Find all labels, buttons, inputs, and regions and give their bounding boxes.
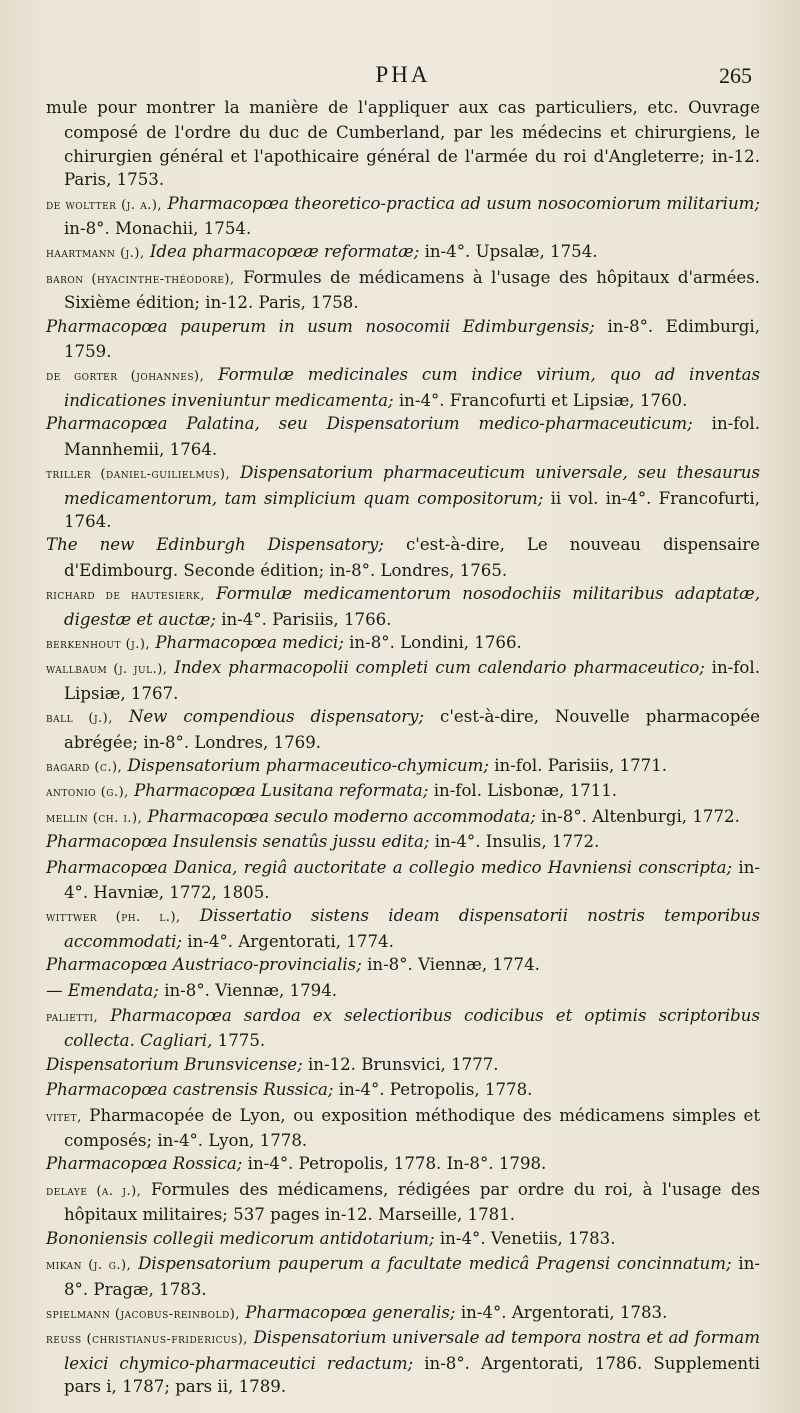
entry-author: haartmann (j.), [46,246,145,262]
entry-title: Pharmacopœa theoretico-practica ad usum nosocomiorum militarium; [167,193,760,213]
running-head: PHA [375,62,431,87]
bibliography-entry [46,631,760,656]
entry-rest: in-8°. Monachii, 1754. [64,219,252,239]
entry-title: Idea pharmacopœæ reformatæ; [149,242,420,262]
entry-rest: c'est-à-dire, Le nouveau dispensaire d'Edimbourg. Seconde édition; in-8°. Londres, 1765. [64,535,760,580]
entry-title: The new Edinburgh Dispensatory; [46,535,384,555]
bibliography-entry [46,1301,760,1326]
entry-rest: in-8°. Pragæ, 1783. [64,1254,760,1299]
bibliography-entry [46,856,760,905]
entry-title: Pharmacopœa Danica, regiâ auctoritate a collegio medico Havniensi conscripta; [46,857,733,877]
entry-rest: ii vol. in-4°. Francofurti, 1764. [64,488,760,531]
entry-title: Pharmacopœa pauperum in usum nosocomii Edimburgensis; [46,316,595,336]
bibliography-entry [46,1053,760,1078]
entry-rest: in-4°. Venetiis, 1783. [439,1228,616,1248]
bibliography-entry [46,805,760,830]
entry-title: Formulæ medicamentorum nosodochiis militaribus adaptatæ, digestæ et auctæ; [64,584,760,629]
entry-title: Pharmacopœa generalis; [245,1302,456,1322]
bibliography-entry [46,1252,760,1301]
entry-rest: in-8°. Londini, 1766. [349,632,522,652]
bibliography-entry [46,412,760,461]
entry-rest: in-4°. Upsalæ, 1754. [424,242,598,262]
entry-title: Dispensatorium pharmaceutico-chymicum; [127,755,489,775]
bibliography-entry [46,315,760,364]
page-header [46,62,760,96]
entry-author: mellin (ch. i.), [46,810,143,826]
entry-rest: Pharmacopée de Lyon, ou exposition méthodique des médicamens simples et composés; in-4°. Lyon, 1778. [64,1105,760,1151]
entry-author: palietti, [46,1010,99,1026]
entry-title: Pharmacopœa Palatina, seu Dispensatorium medico-pharmaceuticum; [46,414,693,434]
bibliography-entry [46,582,760,631]
entry-author: bagard (c.), [46,759,123,775]
entry-author: delaye (a. j.), [46,1183,142,1199]
entry-rest: in-4°. Havniæ, 1772, 1805. [64,857,760,902]
entry-rest: in-4°. Francofurti et Lipsiæ, 1760. [398,390,688,410]
entry-rest: in-fol. Mannhemii, 1764. [64,414,760,459]
entry-rest: in-fol. Parisiis, 1771. [494,755,668,775]
bibliography-entry [46,656,760,705]
bibliography-entry [46,363,760,412]
entry-rest: Formules des médicamens, rédigées par ordre du roi, à l'usage des hôpitaux militaires; 537 pages in-12. Marseille, 1781. [64,1179,761,1225]
entry-author: vitet, [46,1109,82,1125]
entry-author: mikan (j. g.), [46,1258,132,1274]
page-number: 265 [719,63,752,88]
bibliography-entry [46,754,760,779]
entry-author: berkenhout (j.), [46,636,151,652]
entry-title: — Emendata; [46,980,159,1000]
bibliography-list [46,96,760,1399]
bibliography-entry [46,779,760,804]
entry-author: richard de hautesierk, [46,588,205,604]
entry-author: wittwer (ph. l.), [46,910,181,926]
entry-rest: in-4°. Argentorati, 1783. [460,1302,668,1322]
bibliography-entry [46,979,760,1004]
entry-title: Dissertatio sistens ideam dispensatorii nostris temporibus accommodati; [64,906,760,951]
entry-title: Dispensatorium pharmaceuticum universale, seu thesaurus medicamentorum, tam simplicium quam compositorum; [64,463,761,508]
entry-rest: in-4°. Petropolis, 1778. In-8°. 1798. [247,1154,547,1174]
bibliography-entry [46,1326,760,1398]
entry-rest: in-fol. Lipsiæ, 1767. [64,658,760,703]
bibliography-entry [46,705,760,754]
entry-title: Dispensatorium universale ad tempora nostra et ad formam lexici chymico-pharmaceutici redactum; [64,1328,761,1373]
entry-rest: in-8°. Altenburgi, 1772. [541,806,740,826]
entry-rest: c'est-à-dire, Nouvelle pharmacopée abrégée; in-8°. Londres, 1769. [64,707,760,752]
entry-title: Index pharmacopolii completi cum calendario pharmaceutico; [174,658,705,678]
bibliography-entry [46,1004,760,1053]
entry-title: Bononiensis collegii medicorum antidotarium; [46,1228,435,1248]
bibliography-entry [46,266,760,315]
entry-title: Pharmacopœa Insulensis senatûs jussu edita; [46,832,430,852]
entry-rest: in-8°. Viennæ, 1794. [164,980,338,1000]
bibliography-entry [46,192,760,241]
entry-title: Formulæ medicinales cum indice virium, quo ad inventas indicationes inveniuntur medicamenta; [64,365,760,410]
entry-title: Pharmacopœa castrensis Russica; [46,1080,334,1100]
entry-rest: in-4°. Argentorati, 1774. [187,931,394,951]
bibliography-entry [46,1152,760,1177]
entry-rest: mule pour montrer la manière de l'appliquer aux cas particuliers, etc. Ouvrage composé de l'ordre du duc de Cumberland, par les médecins et chirurgiens, le chirurgien général et l'apothicaire général de l'armée du roi d'Angleterre; in-12. Paris, 1753. [46,98,760,190]
entry-title: Dispensatorium Brunsvicense; [46,1054,303,1074]
entry-title: Pharmacopœa Austriaco-provincialis; [46,955,362,975]
bibliography-entry [46,533,760,582]
bibliography-entry [46,830,760,855]
bibliography-entry [46,240,760,265]
entry-title: Pharmacopœa sardoa ex selectioribus codicibus et optimis scriptoribus collecta. Cagliari, [64,1006,760,1051]
entry-title: Dispensatorium pauperum a facultate medicâ Pragensi concinnatum; [138,1254,732,1274]
bibliography-entry [46,96,760,192]
entry-title: Pharmacopœa medici; [155,632,344,652]
entry-author: baron (hyacinthe-théodore), [46,271,235,287]
bibliography-entry [46,953,760,978]
entry-author: reuss (christianus-fridericus), [46,1332,248,1348]
bibliography-entry [46,1227,760,1252]
entry-rest: in-8°. Viennæ, 1774. [367,955,540,975]
entry-rest: 1775. [217,1031,266,1051]
entry-rest: Formules de médicamens à l'usage des hôpitaux d'armées. Sixième édition; in-12. Paris, 1758. [64,267,760,313]
entry-author: antonio (g.), [46,785,129,801]
entry-rest: in-4°. Petropolis, 1778. [338,1080,533,1100]
bibliography-entry [46,904,760,953]
entry-title: New compendious dispensatory; [128,707,425,727]
entry-author: de gorter (johannes), [46,369,205,385]
entry-author: spielmann (jacobus-reinbold), [46,1306,240,1322]
bibliography-entry [46,1178,760,1227]
entry-author: ball (j.), [46,711,113,727]
bibliography-entry [46,1078,760,1103]
entry-title: Pharmacopœa Rossica; [46,1154,243,1174]
entry-author: wallbaum (j. jul.), [46,662,168,678]
entry-rest: in-fol. Lisbonæ, 1711. [433,781,618,801]
entry-rest: in-8°. Argentorati, 1786. Supplementi pars i, 1787; pars ii, 1789. [64,1353,760,1397]
entry-title: Pharmacopœa Lusitana reformata; [134,781,429,801]
bibliography-entry [46,461,760,533]
entry-author: triller (daniel-guilielmus), [46,467,231,483]
entry-rest: in-8°. Edimburgi, 1759. [64,316,760,362]
entry-rest: in-12. Brunsvici, 1777. [307,1054,499,1074]
bibliography-entry [46,1104,760,1153]
entry-rest: in-4°. Parisiis, 1766. [221,609,392,629]
entry-author: de woltter (j. a.), [46,197,163,213]
entry-rest: in-4°. Insulis, 1772. [434,832,600,852]
entry-title: Pharmacopœa seculo moderno accommodata; [147,806,536,826]
